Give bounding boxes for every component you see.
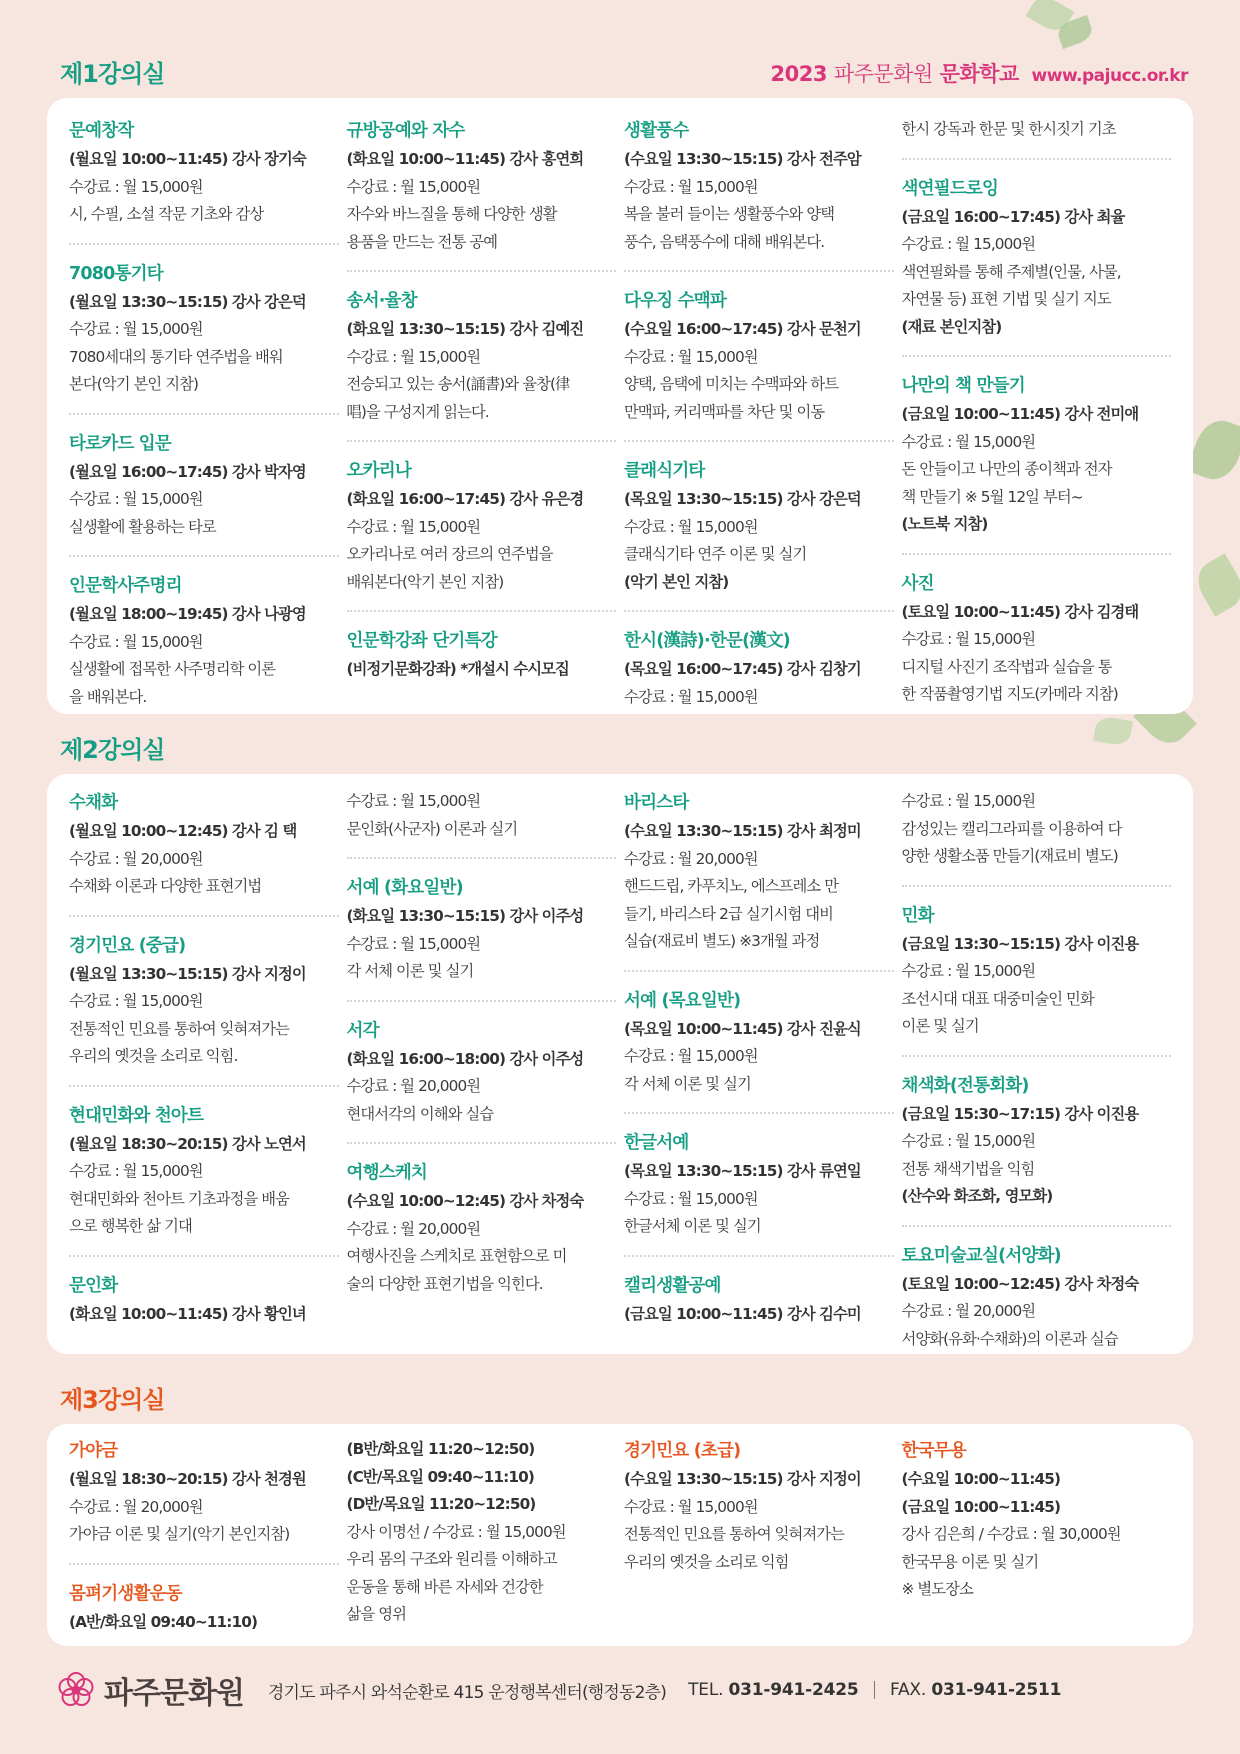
course-line: 수강료 : 월 20,000원	[346, 1219, 481, 1238]
course-item	[69, 788, 339, 917]
course-title: 여행스케치	[346, 1163, 428, 1183]
course-title: 토요미술교실(서양화)	[901, 1245, 1061, 1266]
course-line: 수강료 : 월 20,000원	[69, 1497, 203, 1516]
course-line: 오카리나로 여러 장르의 연주법을	[346, 545, 553, 563]
course-line: 복을 불러 들이는 생활풍수와 양택	[624, 205, 835, 223]
course-title: 7080통기타	[69, 263, 163, 284]
course-line: (화요일 10:00~11:45) 강사 홍연희	[346, 150, 584, 168]
course-title: 서예 (목요일반)	[624, 990, 741, 1011]
course-line: (목요일 16:00~17:45) 강사 김창기	[624, 660, 861, 678]
course-column	[69, 1436, 347, 1646]
course-line: (월요일 16:00~17:45) 강사 박자영	[69, 462, 306, 481]
course-item	[347, 1158, 617, 1298]
course-line: 클래식기타 연주 이론 및 실기	[624, 545, 807, 563]
course-line: 수강료 : 월 15,000원	[69, 992, 203, 1010]
course-line: 강사 김은희 / 수강료 : 월 30,000원	[901, 1525, 1121, 1543]
course-line: (화요일 16:00~17:45) 강사 유은경	[346, 490, 584, 508]
course-item	[624, 788, 894, 972]
course-title: 오카리나	[346, 461, 411, 481]
course-line: (금요일 15:30~17:15) 강사 이진용	[901, 1104, 1139, 1123]
course-line: 서양화(유화·수채화)의 이론과 실습	[901, 1329, 1118, 1348]
course-line: (수요일 16:00~17:45) 강사 문천기	[624, 320, 861, 338]
leaf-decoration	[1190, 553, 1240, 616]
course-item	[902, 116, 1172, 160]
course-line: 실습(재료비 별도) ※3개월 과정	[624, 932, 820, 950]
logo-text: 파주문화원	[104, 1676, 244, 1711]
course-title: 한시(漢詩)·한문(漢文)	[624, 631, 790, 651]
course-title: 서예 (화요일반)	[346, 878, 463, 898]
course-line: 수강료 : 월 20,000원	[346, 1077, 481, 1095]
course-line: 현대민화와 천아트 기초과정을 배움	[69, 1189, 290, 1208]
course-line: (산수와 화조화, 영모화)	[901, 1187, 1053, 1205]
course-line: 용품을 만드는 전통 공예	[346, 232, 498, 251]
course-title: 경기민요 (초급)	[624, 1441, 741, 1461]
course-item	[69, 429, 339, 558]
course-title: 나만의 책 만들기	[901, 376, 1025, 396]
course-title: 사진	[901, 573, 934, 594]
room-2-title: 제2강의실	[60, 736, 165, 764]
course-line: (목요일 13:30~15:15) 강사 강은덕	[624, 490, 861, 508]
course-line: 핸드드립, 카푸치노, 에스프레소 만	[624, 877, 839, 895]
course-line: 수강료 : 월 15,000원	[624, 177, 758, 196]
tel-label: TEL.	[688, 1680, 724, 1700]
course-item	[624, 286, 894, 442]
course-item	[69, 1436, 339, 1565]
course-item	[902, 901, 1172, 1057]
course-line: 수강료 : 월 15,000원	[69, 490, 203, 508]
course-line: 자연물 등) 표현 기법 및 실기 지도	[901, 290, 1111, 308]
course-item	[69, 931, 339, 1087]
course-column	[69, 788, 347, 1354]
course-title: 인문학사주명리	[69, 576, 182, 596]
course-line: 여행사진을 스케치로 표현함으로 미	[346, 1247, 567, 1265]
course-line: (B반/화요일 11:20~12:50)	[346, 1440, 535, 1458]
course-line: (A반/화요일 09:40~11:10)	[69, 1612, 258, 1631]
course-line: 수강료 : 월 15,000원	[901, 235, 1036, 253]
course-line: 각 서체 이론 및 실기	[624, 1074, 751, 1093]
course-line: 디지털 사진기 조작법과 실습을 통	[901, 657, 1112, 676]
course-title: 채색화(전통회화)	[901, 1075, 1029, 1096]
course-line: 수강료 : 월 15,000원	[346, 792, 481, 810]
course-item	[902, 1436, 1172, 1604]
course-column	[624, 1436, 902, 1646]
course-line: 한 작품촬영기법 지도(카메라 지참)	[901, 685, 1118, 703]
course-item	[902, 371, 1172, 555]
course-item	[624, 116, 894, 272]
course-line: 우리 몸의 구조와 원리를 이해하고	[346, 1550, 557, 1568]
course-line: 한시 강독과 한문 및 한시짓기 기초	[901, 120, 1116, 138]
course-line: 양택, 음택에 미치는 수맥파와 하트	[624, 375, 839, 393]
course-item	[69, 1101, 339, 1257]
brand-org: 파주문화원	[833, 62, 933, 86]
course-column	[624, 788, 902, 1354]
room-1-card	[47, 98, 1193, 714]
course-line: (월요일 18:00~19:45) 강사 나광영	[69, 605, 306, 623]
course-item	[624, 986, 894, 1115]
room-1-title: 제1강의실	[60, 60, 165, 88]
leaf-decoration	[1186, 414, 1240, 486]
course-title: 문인화	[69, 1275, 118, 1296]
course-line: 문인화(사군자) 이론과 실기	[346, 819, 518, 838]
course-line: (수요일 10:00~12:45) 강사 차정숙	[346, 1192, 584, 1210]
course-line: 우리의 옛것을 소리로 익힘.	[69, 1047, 238, 1065]
leaf-decoration	[1093, 715, 1133, 747]
course-line: (월요일 13:30~15:15) 강사 강은덕	[69, 292, 306, 311]
divider	[874, 1681, 875, 1699]
course-line: 들기, 바리스타 2급 실기시험 대비	[624, 904, 834, 923]
course-line: (금요일 10:00~11:45) 강사 전미애	[901, 405, 1139, 423]
footer-address: 경기도 파주시 와석순환로 415 운정행복센터(행정동2층)	[267, 1682, 667, 1703]
course-line: ※ 별도장소	[901, 1580, 973, 1598]
course-line: 수강료 : 월 15,000원	[346, 177, 481, 196]
course-line: 조선시대 대표 대중미술인 민화	[901, 989, 1094, 1008]
room-2-card	[47, 774, 1193, 1354]
course-item	[69, 259, 339, 415]
course-title: 바리스타	[624, 793, 689, 813]
fax-number: 031-941-2511	[931, 1680, 1062, 1700]
course-title: 수채화	[69, 793, 118, 813]
course-line: 감성있는 캘리그라피를 이용하여 다	[901, 819, 1122, 838]
course-line: 수강료 : 월 15,000원	[69, 177, 203, 196]
course-line: 전통적인 민요를 통하여 잊혀져가는	[69, 1019, 290, 1038]
course-item	[347, 1436, 617, 1629]
course-line: (D반/목요일 11:20~12:50)	[346, 1495, 536, 1513]
course-line: (노트북 지참)	[901, 515, 988, 533]
brand-year: 2023	[770, 62, 827, 86]
course-line: 실생활에 활용하는 타로	[69, 517, 216, 536]
course-line: 현대서각의 이해와 실습	[346, 1104, 494, 1123]
course-title: 가야금	[69, 1441, 118, 1461]
course-column	[624, 116, 902, 714]
course-line: 각 서체 이론 및 실기	[346, 962, 474, 980]
course-line: 수강료 : 월 15,000원	[69, 632, 203, 651]
course-item	[347, 626, 617, 684]
course-line: 수강료 : 월 15,000원	[624, 347, 758, 366]
course-item	[69, 571, 339, 711]
course-line: (금요일 16:00~17:45) 강사 최율	[901, 207, 1125, 226]
course-line: 수강료 : 월 20,000원	[901, 1302, 1036, 1320]
course-item	[347, 116, 617, 272]
course-title: 경기민요 (중급)	[69, 935, 186, 956]
course-line: (금요일 10:00~11:45) 강사 김수미	[624, 1304, 861, 1323]
course-line: 우리의 옛것을 소리로 익힘	[624, 1552, 789, 1571]
course-line: 수강료 : 월 15,000원	[346, 517, 481, 536]
room-3-title: 제3강의실	[60, 1386, 165, 1414]
course-line: 만맥파, 커리맥파를 차단 및 이동	[624, 402, 825, 421]
course-line: (금요일 13:30~15:15) 강사 이진용	[901, 934, 1139, 953]
course-line: 수강료 : 월 15,000원	[624, 1189, 758, 1208]
course-line: 唱)을 구성지게 읽는다.	[346, 402, 489, 421]
course-line: 을 배워본다.	[69, 687, 147, 706]
course-column	[902, 116, 1180, 714]
course-title: 한글서예	[624, 1133, 689, 1153]
course-title: 다우징 수맥파	[624, 291, 726, 311]
course-line: 전통 채색기법을 익힘	[901, 1159, 1035, 1178]
course-line: 운동을 통해 바른 자세와 건강한	[346, 1577, 543, 1596]
course-line: (화요일 13:30~15:15) 강사 이주성	[346, 907, 584, 925]
logo	[56, 1668, 244, 1712]
course-column	[347, 1436, 625, 1646]
fax-label: FAX.	[889, 1680, 927, 1700]
course-item	[347, 788, 617, 859]
course-item	[69, 116, 339, 245]
course-line: 수강료 : 월 15,000원	[624, 1497, 758, 1516]
course-line: 수강료 : 월 15,000원	[346, 934, 481, 953]
course-line: (재료 본인지참)	[901, 317, 1002, 336]
course-item	[624, 626, 894, 711]
course-title: 문예창작	[69, 121, 134, 141]
course-line: 배워본다(악기 본인 지참)	[346, 572, 504, 591]
course-item	[347, 873, 617, 1002]
footer-contact	[688, 1680, 1061, 1700]
course-line: 시, 수필, 소설 작문 기초와 감상	[69, 205, 264, 223]
course-item	[347, 286, 617, 442]
course-title: 클래식기타	[624, 461, 705, 481]
flower-logo-icon	[56, 1670, 96, 1710]
course-item	[902, 1071, 1172, 1227]
course-line: (수요일 13:30~15:15) 강사 지정이	[624, 1470, 861, 1488]
course-item	[347, 456, 617, 612]
course-title: 서각	[346, 1020, 379, 1041]
header	[60, 52, 1188, 92]
course-line: (C반/목요일 09:40~11:10)	[346, 1467, 534, 1486]
course-line: 술의 다양한 표현기법을 익힌다.	[346, 1274, 543, 1293]
course-line: 수강료 : 월 15,000원	[624, 517, 758, 536]
course-line: 수강료 : 월 15,000원	[901, 962, 1036, 980]
course-line: (월요일 10:00~12:45) 강사 김 택	[69, 822, 297, 840]
course-line: 7080세대의 통기타 연주법을 배워	[69, 347, 283, 366]
brand-program: 문화학교	[939, 62, 1019, 86]
course-item	[902, 1241, 1172, 1354]
course-line: (화요일 10:00~11:45) 강사 황인녀	[69, 1304, 306, 1323]
course-line: (화요일 13:30~15:15) 강사 김예진	[346, 320, 584, 338]
course-line: 실생활에 접목한 사주명리학 이론	[69, 660, 276, 678]
course-line: 수강료 : 월 15,000원	[901, 1132, 1036, 1150]
course-line: 전승되고 있는 송서(誦書)와 율창(律	[346, 375, 570, 393]
course-line: 수채화 이론과 다양한 표현기법	[69, 877, 262, 895]
course-line: 삶을 영위	[346, 1605, 406, 1623]
course-item	[902, 788, 1172, 887]
course-line: 강사 이명선 / 수강료 : 월 15,000원	[346, 1522, 566, 1541]
course-line: (목요일 10:00~11:45) 강사 진윤식	[624, 1019, 861, 1038]
course-line: (월요일 18:30~20:15) 강사 노연서	[69, 1134, 306, 1153]
course-title: 한국무용	[901, 1441, 966, 1461]
course-line: 색연필화를 통해 주제별(인물, 사물,	[901, 262, 1121, 281]
course-line: 한글서체 이론 및 실기	[624, 1217, 761, 1235]
course-title: 현대민화와 천아트	[69, 1105, 204, 1126]
footer	[56, 1668, 1061, 1712]
course-line: (수요일 13:30~15:15) 강사 전주암	[624, 150, 861, 168]
course-line: 수강료 : 월 15,000원	[69, 320, 203, 338]
course-line: (비정기문화강좌) *개설시 수시모집	[346, 660, 569, 678]
course-item	[624, 1271, 894, 1329]
course-line: 수강료 : 월 15,000원	[901, 630, 1036, 648]
course-title: 생활풍수	[624, 121, 689, 141]
course-line: 전통적인 민요를 통하여 잊혀져가는	[624, 1525, 845, 1543]
course-line: 풍수, 음택풍수에 대해 배워본다.	[624, 232, 825, 251]
course-line: 수강료 : 월 15,000원	[901, 432, 1036, 451]
course-line: (악기 본인 지참)	[624, 572, 729, 591]
course-item	[69, 1579, 339, 1637]
course-line: 본다(악기 본인 지참)	[69, 375, 199, 393]
course-item	[902, 174, 1172, 358]
course-title: 송서·율창	[346, 291, 417, 311]
course-line: (금요일 10:00~11:45)	[901, 1497, 1061, 1516]
course-line: (화요일 16:00~18:00) 강사 이주성	[346, 1049, 584, 1068]
course-column	[902, 788, 1180, 1354]
course-line: (목요일 13:30~15:15) 강사 류연일	[624, 1162, 861, 1180]
course-line: (월요일 10:00~11:45) 강사 장기숙	[69, 150, 306, 168]
course-item	[624, 456, 894, 612]
course-item	[624, 1436, 894, 1576]
course-line: (월요일 18:30~20:15) 강사 천경원	[69, 1470, 306, 1488]
course-line: (토요일 10:00~11:45) 강사 김경태	[901, 602, 1139, 621]
course-line: (월요일 13:30~15:15) 강사 지정이	[69, 964, 306, 983]
course-line: 한국무용 이론 및 실기	[901, 1552, 1039, 1571]
course-line: 수강료 : 월 20,000원	[624, 849, 758, 868]
room-3-card	[47, 1424, 1193, 1646]
course-line: 돈 안들이고 나만의 종이책과 전자	[901, 460, 1112, 478]
course-title: 캘리생활공예	[624, 1275, 721, 1296]
course-title: 타로카드 입문	[69, 433, 171, 454]
course-line: (수요일 13:30~15:15) 강사 최정미	[624, 822, 861, 840]
course-column	[69, 116, 347, 714]
course-column	[347, 788, 625, 1354]
course-line: 자수와 바느질을 통해 다양한 생활	[346, 205, 557, 223]
course-line: 으로 행복한 삶 기대	[69, 1217, 192, 1235]
course-line: 수강료 : 월 15,000원	[346, 347, 481, 366]
brand-header	[771, 58, 1188, 88]
course-line: 수강료 : 월 15,000원	[901, 792, 1036, 810]
course-title: 몸펴기생활운동	[69, 1583, 182, 1604]
course-title: 민화	[901, 905, 934, 926]
course-item	[69, 1271, 339, 1329]
course-line: 수강료 : 월 20,000원	[69, 849, 203, 868]
course-item	[347, 1016, 617, 1145]
course-line: 책 만들기 ※ 5월 12일 부터~	[901, 487, 1083, 506]
course-title: 규방공예와 자수	[346, 121, 465, 141]
course-line: (수요일 10:00~11:45)	[901, 1470, 1061, 1488]
course-line: 가야금 이론 및 실기(악기 본인지참)	[69, 1525, 290, 1543]
course-column	[902, 1436, 1180, 1646]
course-line: 수강료 : 월 15,000원	[69, 1162, 203, 1180]
course-line: 양한 생활소품 만들기(재료비 별도)	[901, 847, 1118, 865]
course-line: 수강료 : 월 15,000원	[624, 687, 758, 706]
course-line: 수강료 : 월 15,000원	[624, 1047, 758, 1065]
tel-number[interactable]: 031-941-2425	[728, 1680, 859, 1700]
course-column	[347, 116, 625, 714]
course-item	[624, 1128, 894, 1257]
course-title: 색연필드로잉	[901, 178, 999, 199]
course-line: 이론 및 실기	[901, 1017, 979, 1035]
course-title: 인문학강좌 단기특강	[346, 631, 497, 651]
course-item	[902, 569, 1172, 709]
course-line: (토요일 10:00~12:45) 강사 차정숙	[901, 1274, 1139, 1293]
brand-url[interactable]: www.pajucc.or.kr	[1031, 66, 1188, 86]
